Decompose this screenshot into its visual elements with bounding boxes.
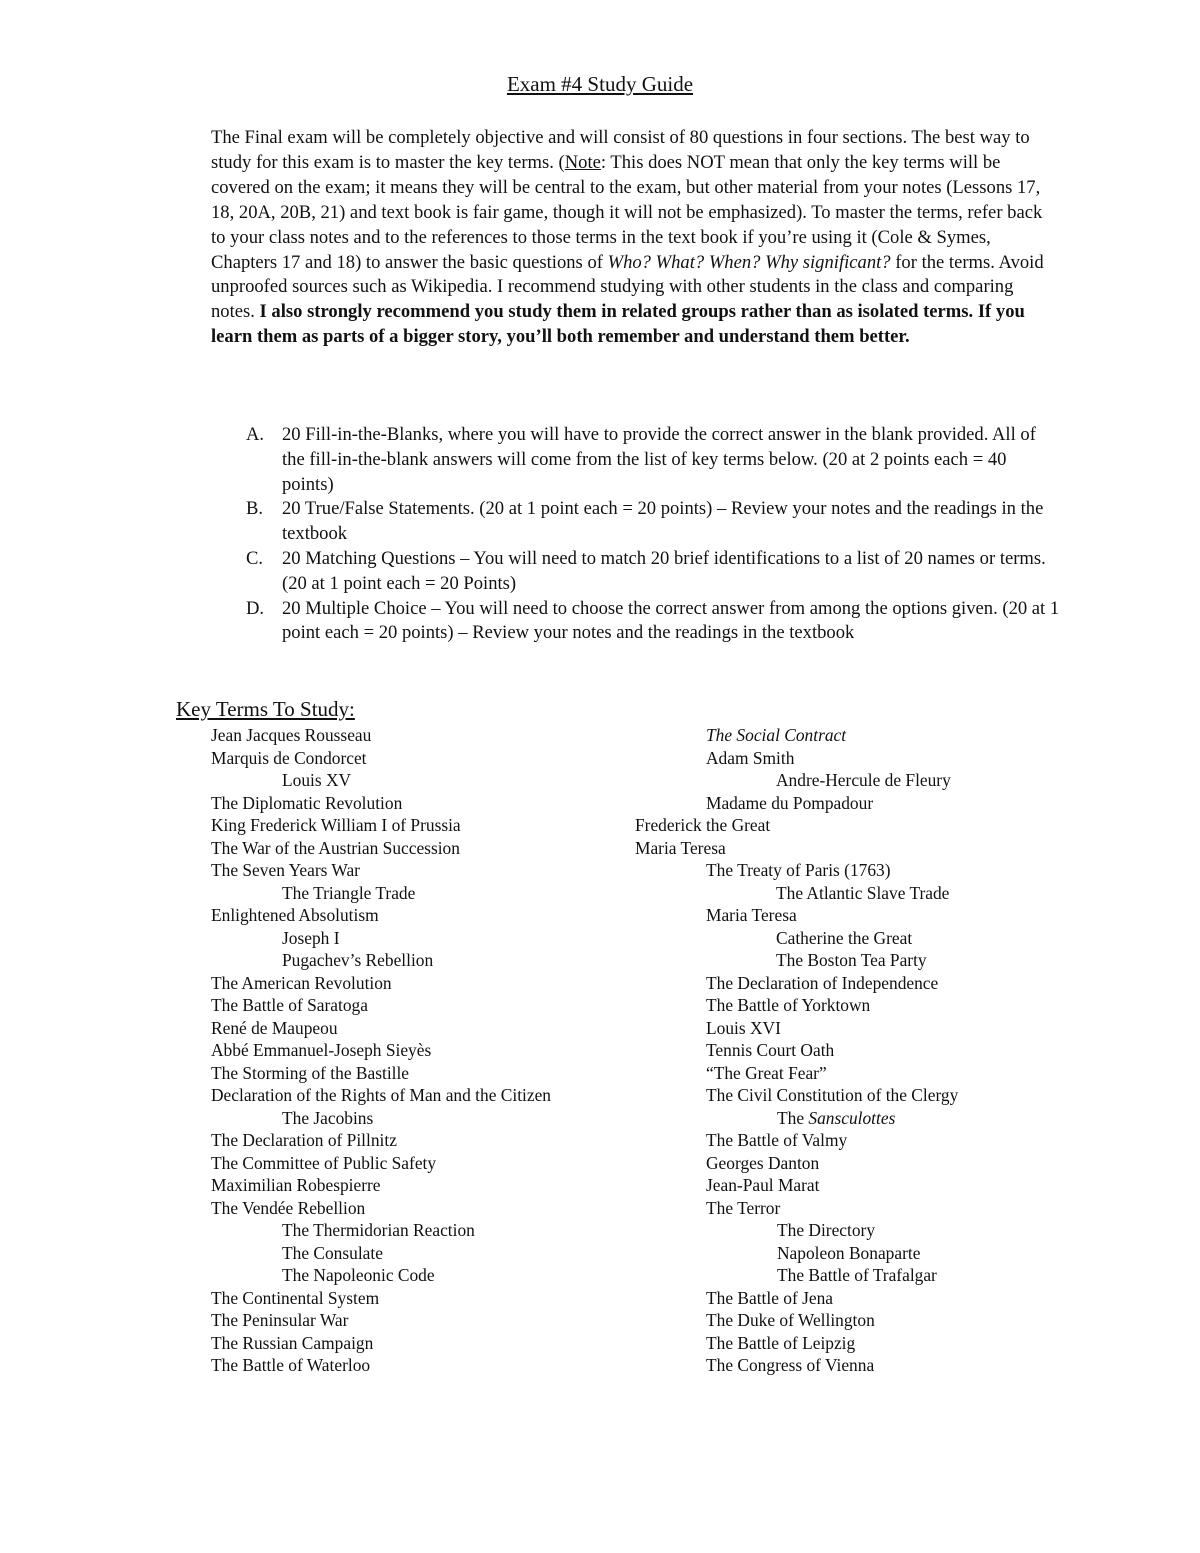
key-term: The Terror — [706, 1197, 781, 1218]
key-terms-heading: Key Terms To Study: — [176, 697, 355, 721]
key-term: The Continental System — [211, 1287, 380, 1308]
key-term: The Peninsular War — [211, 1310, 349, 1330]
key-term: Madame du Pompadour — [706, 792, 874, 813]
key-term-italic: Sansculottes — [808, 1107, 896, 1128]
key-term: The Directory — [777, 1220, 876, 1240]
key-term: Louis XVI — [706, 1017, 781, 1038]
section-text: 20 Multiple Choice – You will need to choose the correct answer from among the options given. (20 at 1 point each = 20 points) – Review your notes and the readings in the textbook — [282, 597, 1060, 644]
key-term: King Frederick William I of Prussia — [211, 815, 461, 835]
intro-text-2: : This does NOT mean that only the key terms will be covered on the exam; it means they will be central to the exam, but other material from your notes (Lessons 17, 18, 20A, 20B, 21) and text book is fair game, though it will not be emphasized). To master the terms, refer back to your class notes and to the references to those terms in the text book if you’re using it (Cole & Symes, Chapters 17 and 18) to answer the basic questions of — [211, 151, 1043, 273]
intro-bold-recommendation: I also strongly recommend you study them in related groups rather than as isolated terms. If you learn them as parts of a bigger story, you’ll both remember and understand them better. — [211, 301, 1025, 348]
key-term: The Duke of Wellington — [706, 1310, 875, 1330]
key-term: The Thermidorian Reaction — [282, 1220, 475, 1240]
key-term: The American Revolution — [211, 972, 392, 993]
key-term: René de Maupeou — [211, 1017, 338, 1038]
key-term: The Jacobins — [282, 1107, 374, 1128]
intro-paragraph — [211, 126, 1061, 350]
key-term: Tennis Court Oath — [706, 1040, 835, 1060]
note-label: Note — [564, 151, 601, 173]
section-text: 20 Matching Questions – You will need to match 20 brief identifications to a list of 20 names or terms. (20 at 1 point each = 20 Points) — [282, 547, 1046, 594]
key-term: The Congress of Vienna — [706, 1355, 875, 1375]
key-term: The Battle of Trafalgar — [777, 1265, 937, 1285]
key-term: The Battle of Valmy — [706, 1130, 848, 1150]
key-term: The Boston Tea Party — [776, 950, 927, 970]
key-term: Pugachev’s Rebellion — [282, 950, 434, 970]
exam-section-item — [246, 497, 1061, 547]
key-term: Jean-Paul Marat — [706, 1175, 820, 1195]
key-term: Declaration of the Rights of Man and the Citizen — [211, 1085, 551, 1105]
key-term: The Declaration of Pillnitz — [211, 1130, 397, 1150]
section-letter: C. — [246, 547, 264, 569]
key-term: Joseph I — [282, 927, 340, 948]
key-term — [777, 1107, 895, 1129]
key-term: Marquis de Condorcet — [211, 747, 367, 768]
key-term: The Battle of Leipzig — [706, 1332, 856, 1353]
key-term-prefix: The — [777, 1107, 809, 1128]
key-term: The Consulate — [282, 1242, 383, 1263]
key-term: Jean Jacques Rousseau — [211, 725, 372, 745]
key-term: The Committee of Public Safety — [211, 1152, 437, 1173]
key-term: “The Great Fear” — [706, 1062, 827, 1083]
key-term: Louis XV — [282, 770, 352, 790]
exam-section-item — [246, 547, 1061, 597]
key-term: Georges Danton — [706, 1152, 820, 1173]
key-term: The Declaration of Independence — [706, 972, 939, 993]
key-term: The Seven Years War — [211, 860, 360, 880]
key-term: The Vendée Rebellion — [211, 1197, 366, 1218]
exam-sections-list — [246, 423, 1061, 646]
key-term: Maria Teresa — [706, 905, 797, 925]
basic-questions: Who? What? When? Why significant? — [607, 251, 891, 273]
intro-text-1: The Final exam will be completely objective and will consist of 80 questions in four sections. The best way to study for this exam is to master the key terms. ( — [211, 127, 1030, 173]
page-title: Exam #4 Study Guide — [506, 72, 694, 96]
key-term: Maximilian Robespierre — [211, 1175, 381, 1195]
key-term: The Atlantic Slave Trade — [776, 882, 950, 903]
key-term: Andre-Hercule de Fleury — [776, 770, 951, 790]
key-term — [706, 724, 846, 746]
key-term: Catherine the Great — [776, 927, 913, 948]
section-letter: A. — [246, 424, 265, 445]
key-term: The War of the Austrian Succession — [211, 837, 460, 858]
section-text: 20 Fill-in-the-Blanks, where you will have to provide the correct answer in the blank provided. All of the fill-in-the-blank answers will come from the list of key terms below. (20 at 2 points each = 40 points) — [282, 424, 1036, 495]
section-letter: B. — [246, 498, 264, 520]
section-letter: D. — [246, 597, 265, 619]
key-term-title: The Social Contract — [706, 725, 847, 745]
key-term: The Triangle Trade — [282, 882, 416, 903]
intro-text-3: for the terms. Avoid unproofed sources such as Wikipedia. I recommend studying with other students in the class and comparing notes. — [211, 251, 1044, 323]
key-term: The Treaty of Paris (1763) — [706, 860, 891, 880]
key-term: Napoleon Bonaparte — [777, 1242, 921, 1263]
exam-section-item — [246, 423, 1061, 497]
key-terms-list — [0, 724, 1200, 1374]
key-term: The Storming of the Bastille — [211, 1062, 410, 1083]
key-term: The Civil Constitution of the Clergy — [706, 1085, 959, 1105]
key-term: The Battle of Waterloo — [211, 1355, 371, 1375]
key-term: The Battle of Yorktown — [706, 995, 871, 1015]
section-text: 20 True/False Statements. (20 at 1 point each = 20 points) – Review your notes and the readings in the textbook — [282, 498, 1044, 545]
key-term: The Diplomatic Revolution — [211, 792, 403, 813]
key-term: Adam Smith — [706, 747, 795, 768]
key-term: The Battle of Saratoga — [211, 995, 368, 1015]
exam-section-item — [246, 597, 1061, 647]
key-term: Frederick the Great — [635, 815, 771, 835]
key-term: The Russian Campaign — [211, 1332, 374, 1353]
key-term: Abbé Emmanuel-Joseph Sieyès — [211, 1040, 432, 1060]
key-term: Enlightened Absolutism — [211, 905, 379, 925]
key-term: The Napoleonic Code — [282, 1265, 435, 1285]
key-term: Maria Teresa — [635, 837, 726, 858]
key-term: The Battle of Jena — [706, 1287, 833, 1308]
